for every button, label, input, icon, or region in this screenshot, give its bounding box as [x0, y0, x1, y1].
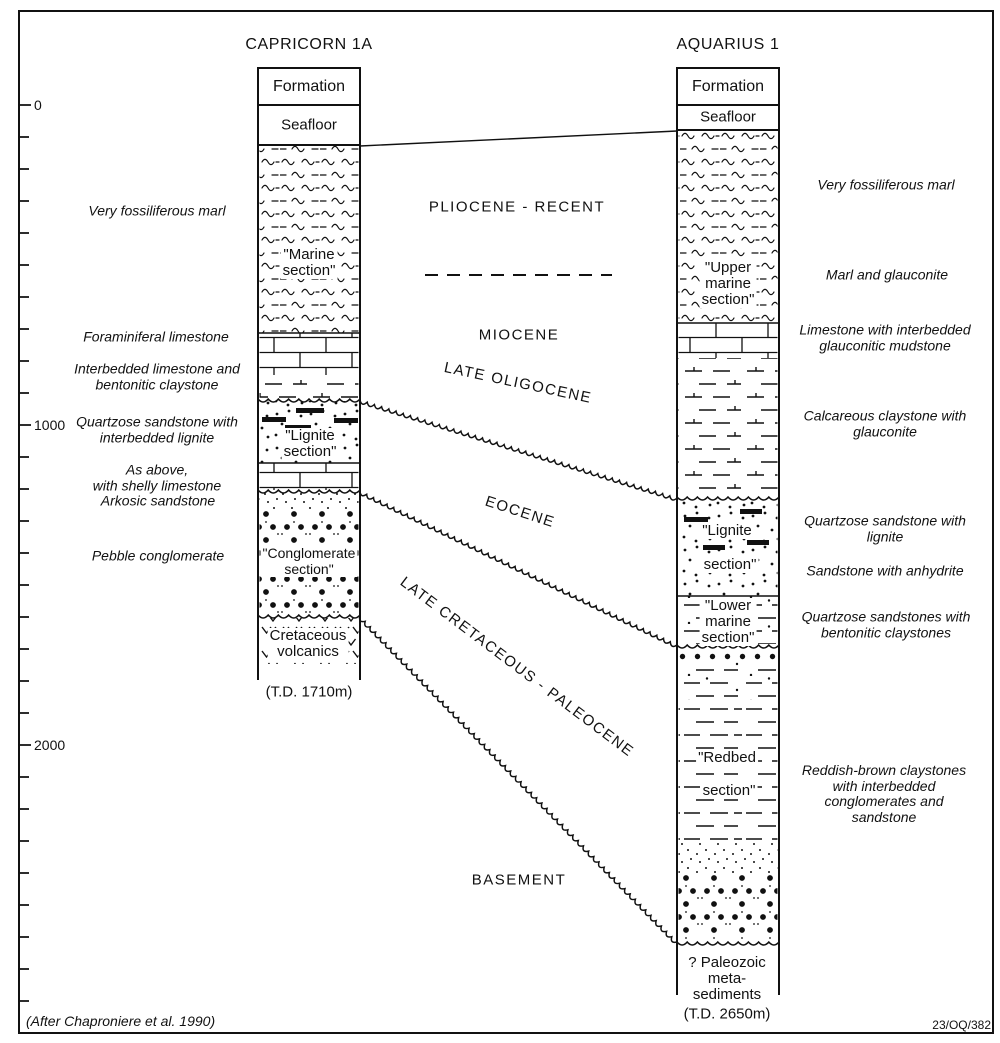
attribution: (After Chaproniere et al. 1990) [26, 1013, 216, 1029]
aquarius-total-depth: (T.D. 2650m) [683, 1005, 771, 1023]
era-eocene: EOCENE [482, 492, 558, 532]
capricorn-lignite-section-label: "Lignite section" [283, 427, 337, 460]
aquarius-lignite-label-line2: section" [703, 556, 757, 573]
aquarius-lower-marine-label: "Lower marine section" [701, 597, 755, 646]
capricorn-note-marl: Very fossiliferous marl [88, 202, 226, 219]
capricorn-note-shelly: As above, with shelly limestone [92, 461, 222, 493]
depth-label-2000: 2000 [34, 737, 66, 753]
aquarius-note-calcareous: Calcareous claystone with glauconite [803, 407, 967, 439]
capricorn-formation-header: Formation [272, 78, 346, 95]
aquarius-title: AQUARIUS 1 [676, 36, 780, 53]
capricorn-note-quartzose: Quartzose sandstone with interbedded lignite [76, 413, 238, 445]
era-late-cretaceous-paleocene: LATE CRETACEOUS - PALEOCENE [396, 573, 638, 761]
capricorn-note-interbedded: Interbedded limestone and bentonitic claystone [74, 360, 240, 392]
era-pliocene-recent: PLIOCENE - RECENT [428, 198, 606, 216]
capricorn-volcanics-label: Cretaceous volcanics [269, 627, 347, 660]
aquarius-note-anhydrite: Sandstone with anhydrite [806, 562, 964, 579]
depth-label-1000: 1000 [34, 417, 66, 433]
capricorn-column [258, 68, 360, 680]
aquarius-redbed-label-line1: "Redbed [698, 749, 756, 766]
aquarius-upper-marine-label: "Upper marine section" [701, 259, 755, 308]
capricorn-marine-section-label: "Marine section" [282, 246, 336, 279]
aquarius-note-limestone: Limestone with interbedded glauconitic mudstone [799, 321, 971, 353]
capricorn-title: CAPRICORN 1A [245, 36, 373, 53]
era-basement: BASEMENT [471, 871, 567, 889]
capricorn-note-foram-limestone: Foraminiferal limestone [83, 328, 229, 345]
era-miocene: MIOCENE [478, 326, 560, 344]
aquarius-metasediments-label: ? Paleozoic meta- sediments [688, 954, 766, 1003]
capricorn-conglomerate-section-label: "Conglomerate section" [262, 545, 356, 577]
capricorn-note-pebble: Pebble conglomerate [91, 547, 225, 564]
aquarius-note-marl: Very fossiliferous marl [817, 176, 955, 193]
aquarius-note-bentonitic: Quartzose sandstones with bentonitic claystones [801, 608, 971, 640]
aquarius-formation-header: Formation [691, 78, 765, 95]
aquarius-redbed-label-line2: section" [702, 782, 756, 799]
figure-number: 23/OQ/382 [932, 1018, 991, 1032]
capricorn-note-arkosic: Arkosic sandstone [100, 492, 216, 509]
depth-scale-ticks [18, 105, 31, 1001]
capricorn-seafloor-label: Seafloor [281, 116, 337, 134]
unconformity-line-oligocene [360, 400, 677, 500]
aquarius-note-marl-glauconite: Marl and glauconite [825, 266, 949, 283]
aquarius-seafloor-label: Seafloor [700, 108, 756, 126]
aquarius-note-quartzose-lignite: Quartzose sandstone with lignite [804, 512, 966, 544]
depth-label-0: 0 [34, 97, 42, 113]
aquarius-note-redbrown: Reddish-brown claystones with interbedded conglomerates and sandstone [801, 762, 967, 825]
capricorn-total-depth: (T.D. 1710m) [265, 683, 353, 701]
era-late-oligocene: LATE OLIGOCENE [442, 359, 594, 407]
seafloor-correlation-line [360, 131, 677, 146]
aquarius-lignite-label-line1: "Lignite [702, 522, 752, 539]
